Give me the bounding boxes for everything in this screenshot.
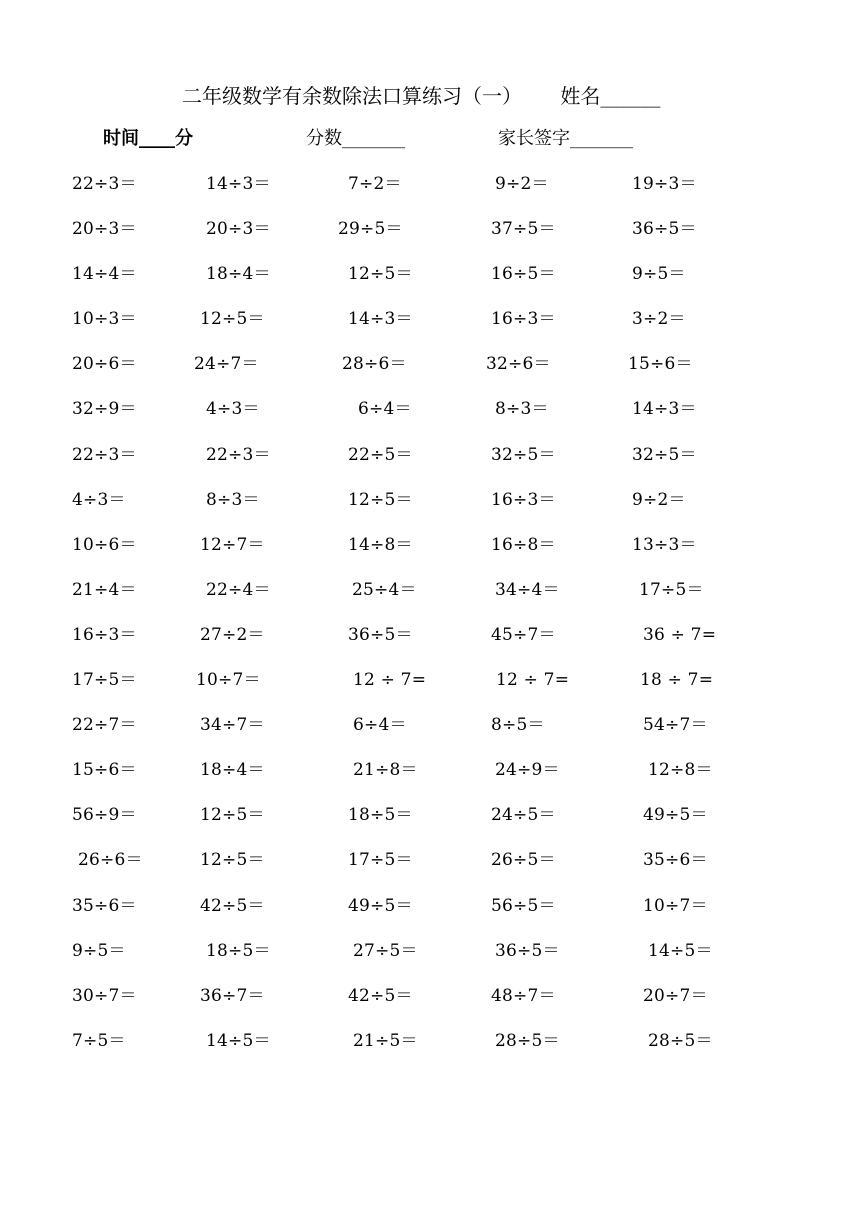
problem-row: [0, 307, 860, 352]
division-problem: 20÷3＝: [206, 219, 271, 240]
division-problem: 19÷3＝: [632, 174, 697, 194]
problem-row: [0, 668, 860, 713]
division-problem: 48÷7＝: [491, 985, 556, 1006]
time-field-label: 时间____分: [103, 128, 193, 149]
division-problem: 30÷7＝: [72, 985, 137, 1006]
division-problem: 7÷2＝: [348, 174, 402, 194]
name-field-label: 姓名______: [560, 84, 661, 108]
problem-row: [0, 172, 860, 217]
division-problem: 22÷4＝: [206, 579, 271, 600]
division-problem: 35÷6＝: [72, 895, 137, 916]
division-problem: 15÷6＝: [628, 354, 693, 375]
division-problem: 17÷5＝: [348, 850, 413, 871]
division-problem: 56÷5＝: [491, 895, 556, 916]
worksheet-title: [182, 84, 660, 108]
division-problem: 12 ÷ 7=: [353, 670, 427, 691]
division-problem: 20÷3＝: [72, 219, 137, 240]
problem-grid: [0, 172, 860, 1074]
problem-row: [0, 939, 860, 984]
division-problem: 10÷3＝: [72, 309, 137, 330]
division-problem: 14÷3＝: [206, 174, 271, 194]
division-problem: 12 ÷ 7=: [496, 670, 570, 691]
division-problem: 27÷5＝: [353, 940, 418, 961]
division-problem: 32÷5＝: [491, 444, 556, 465]
problem-row: [0, 623, 860, 668]
division-problem: 12÷5＝: [348, 264, 413, 285]
division-problem: 16÷5＝: [491, 264, 556, 285]
division-problem: 21÷4＝: [72, 579, 137, 600]
problem-row: [0, 443, 860, 488]
division-problem: 8÷3＝: [206, 489, 260, 510]
score-field-label: 分数_______: [306, 128, 405, 149]
problem-row: [0, 758, 860, 803]
division-problem: 10÷7＝: [196, 670, 261, 691]
division-problem: 12÷5＝: [200, 805, 265, 826]
division-problem: 14÷5＝: [648, 940, 713, 961]
division-problem: 7÷5＝: [72, 1030, 126, 1051]
parent-signature-label: 家长签字_______: [498, 128, 633, 149]
division-problem: 16÷8＝: [491, 534, 556, 555]
division-problem: 14÷3＝: [348, 309, 413, 330]
problem-row: [0, 262, 860, 307]
division-problem: 13÷3＝: [632, 534, 697, 555]
division-problem: 56÷9＝: [72, 805, 137, 826]
problem-row: [0, 803, 860, 848]
division-problem: 42÷5＝: [348, 985, 413, 1006]
division-problem: 28÷5＝: [495, 1030, 560, 1051]
division-problem: 14÷8＝: [348, 534, 413, 555]
division-problem: 12÷5＝: [200, 309, 265, 330]
division-problem: 18 ÷ 7=: [640, 670, 714, 691]
division-problem: 20÷6＝: [72, 354, 137, 375]
division-problem: 45÷7＝: [491, 624, 556, 645]
division-problem: 9÷2＝: [632, 489, 686, 510]
division-problem: 49÷5＝: [643, 805, 708, 826]
division-problem: 37÷5＝: [491, 219, 556, 240]
division-problem: 36÷5＝: [348, 624, 413, 645]
division-problem: 26÷5＝: [491, 850, 556, 871]
division-problem: 9÷5＝: [72, 940, 126, 961]
division-problem: 4÷3＝: [206, 399, 260, 420]
division-problem: 10÷7＝: [643, 895, 708, 916]
division-problem: 18÷5＝: [206, 940, 271, 961]
problem-row: [0, 488, 860, 533]
division-problem: 8÷5＝: [491, 715, 545, 736]
division-problem: 34÷7＝: [200, 715, 265, 736]
division-problem: 22÷3＝: [72, 444, 137, 465]
division-problem: 17÷5＝: [639, 579, 704, 600]
division-problem: 3÷2＝: [632, 309, 686, 330]
problem-row: [0, 217, 860, 262]
division-problem: 35÷6＝: [643, 850, 708, 871]
problem-row: [0, 352, 860, 397]
problem-row: [0, 533, 860, 578]
division-problem: 16÷3＝: [72, 624, 137, 645]
division-problem: 12÷5＝: [200, 850, 265, 871]
division-problem: 32÷9＝: [72, 399, 137, 420]
division-problem: 16÷3＝: [491, 309, 556, 330]
problem-row: [0, 397, 860, 442]
division-problem: 9÷2＝: [495, 174, 549, 194]
division-problem: 14÷5＝: [206, 1030, 271, 1051]
division-problem: 25÷4＝: [352, 579, 417, 600]
division-problem: 22÷3＝: [206, 444, 271, 465]
division-problem: 24÷9＝: [495, 760, 560, 781]
division-problem: 18÷4＝: [206, 264, 271, 285]
division-problem: 4÷3＝: [72, 489, 126, 510]
division-problem: 15÷6＝: [72, 760, 137, 781]
division-problem: 20÷7＝: [643, 985, 708, 1006]
division-problem: 12÷8＝: [648, 760, 713, 781]
division-problem: 28÷6＝: [342, 354, 407, 375]
division-problem: 36÷7＝: [200, 985, 265, 1006]
division-problem: 6÷4＝: [358, 399, 412, 420]
division-problem: 36÷5＝: [632, 219, 697, 240]
division-problem: 28÷5＝: [648, 1030, 713, 1051]
division-problem: 14÷4＝: [72, 264, 137, 285]
problem-row: [0, 713, 860, 758]
division-problem: 32÷5＝: [632, 444, 697, 465]
division-problem: 54÷7＝: [643, 715, 708, 736]
problem-row: [0, 984, 860, 1029]
problem-row: [0, 578, 860, 623]
division-problem: 16÷3＝: [491, 489, 556, 510]
division-problem: 9÷5＝: [632, 264, 686, 285]
division-problem: 12÷7＝: [200, 534, 265, 555]
division-problem: 12÷5＝: [348, 489, 413, 510]
division-problem: 14÷3＝: [632, 399, 697, 420]
division-problem: 22÷5＝: [348, 444, 413, 465]
problem-row: [0, 848, 860, 893]
problem-row: [0, 894, 860, 939]
division-problem: 32÷6＝: [486, 354, 551, 375]
division-problem: 26÷6＝: [78, 850, 143, 871]
problem-row: [0, 1029, 860, 1074]
division-problem: 22÷3＝: [72, 174, 137, 194]
division-problem: 27÷2＝: [200, 624, 265, 645]
division-problem: 24÷5＝: [491, 805, 556, 826]
division-problem: 36 ÷ 7=: [643, 624, 717, 645]
division-problem: 6÷4＝: [353, 715, 407, 736]
division-problem: 34÷4＝: [495, 579, 560, 600]
division-problem: 24÷7＝: [194, 354, 259, 375]
division-problem: 18÷5＝: [348, 805, 413, 826]
division-problem: 8÷3＝: [495, 399, 549, 420]
division-problem: 29÷5＝: [338, 219, 403, 240]
division-problem: 21÷8＝: [353, 760, 418, 781]
division-problem: 36÷5＝: [495, 940, 560, 961]
division-problem: 10÷6＝: [72, 534, 137, 555]
division-problem: 42÷5＝: [200, 895, 265, 916]
division-problem: 18÷4＝: [200, 760, 265, 781]
division-problem: 22÷7＝: [72, 715, 137, 736]
title-text: 二年级数学有余数除法口算练习（一）: [182, 84, 522, 108]
division-problem: 17÷5＝: [72, 670, 137, 691]
division-problem: 49÷5＝: [348, 895, 413, 916]
division-problem: 21÷5＝: [353, 1030, 418, 1051]
